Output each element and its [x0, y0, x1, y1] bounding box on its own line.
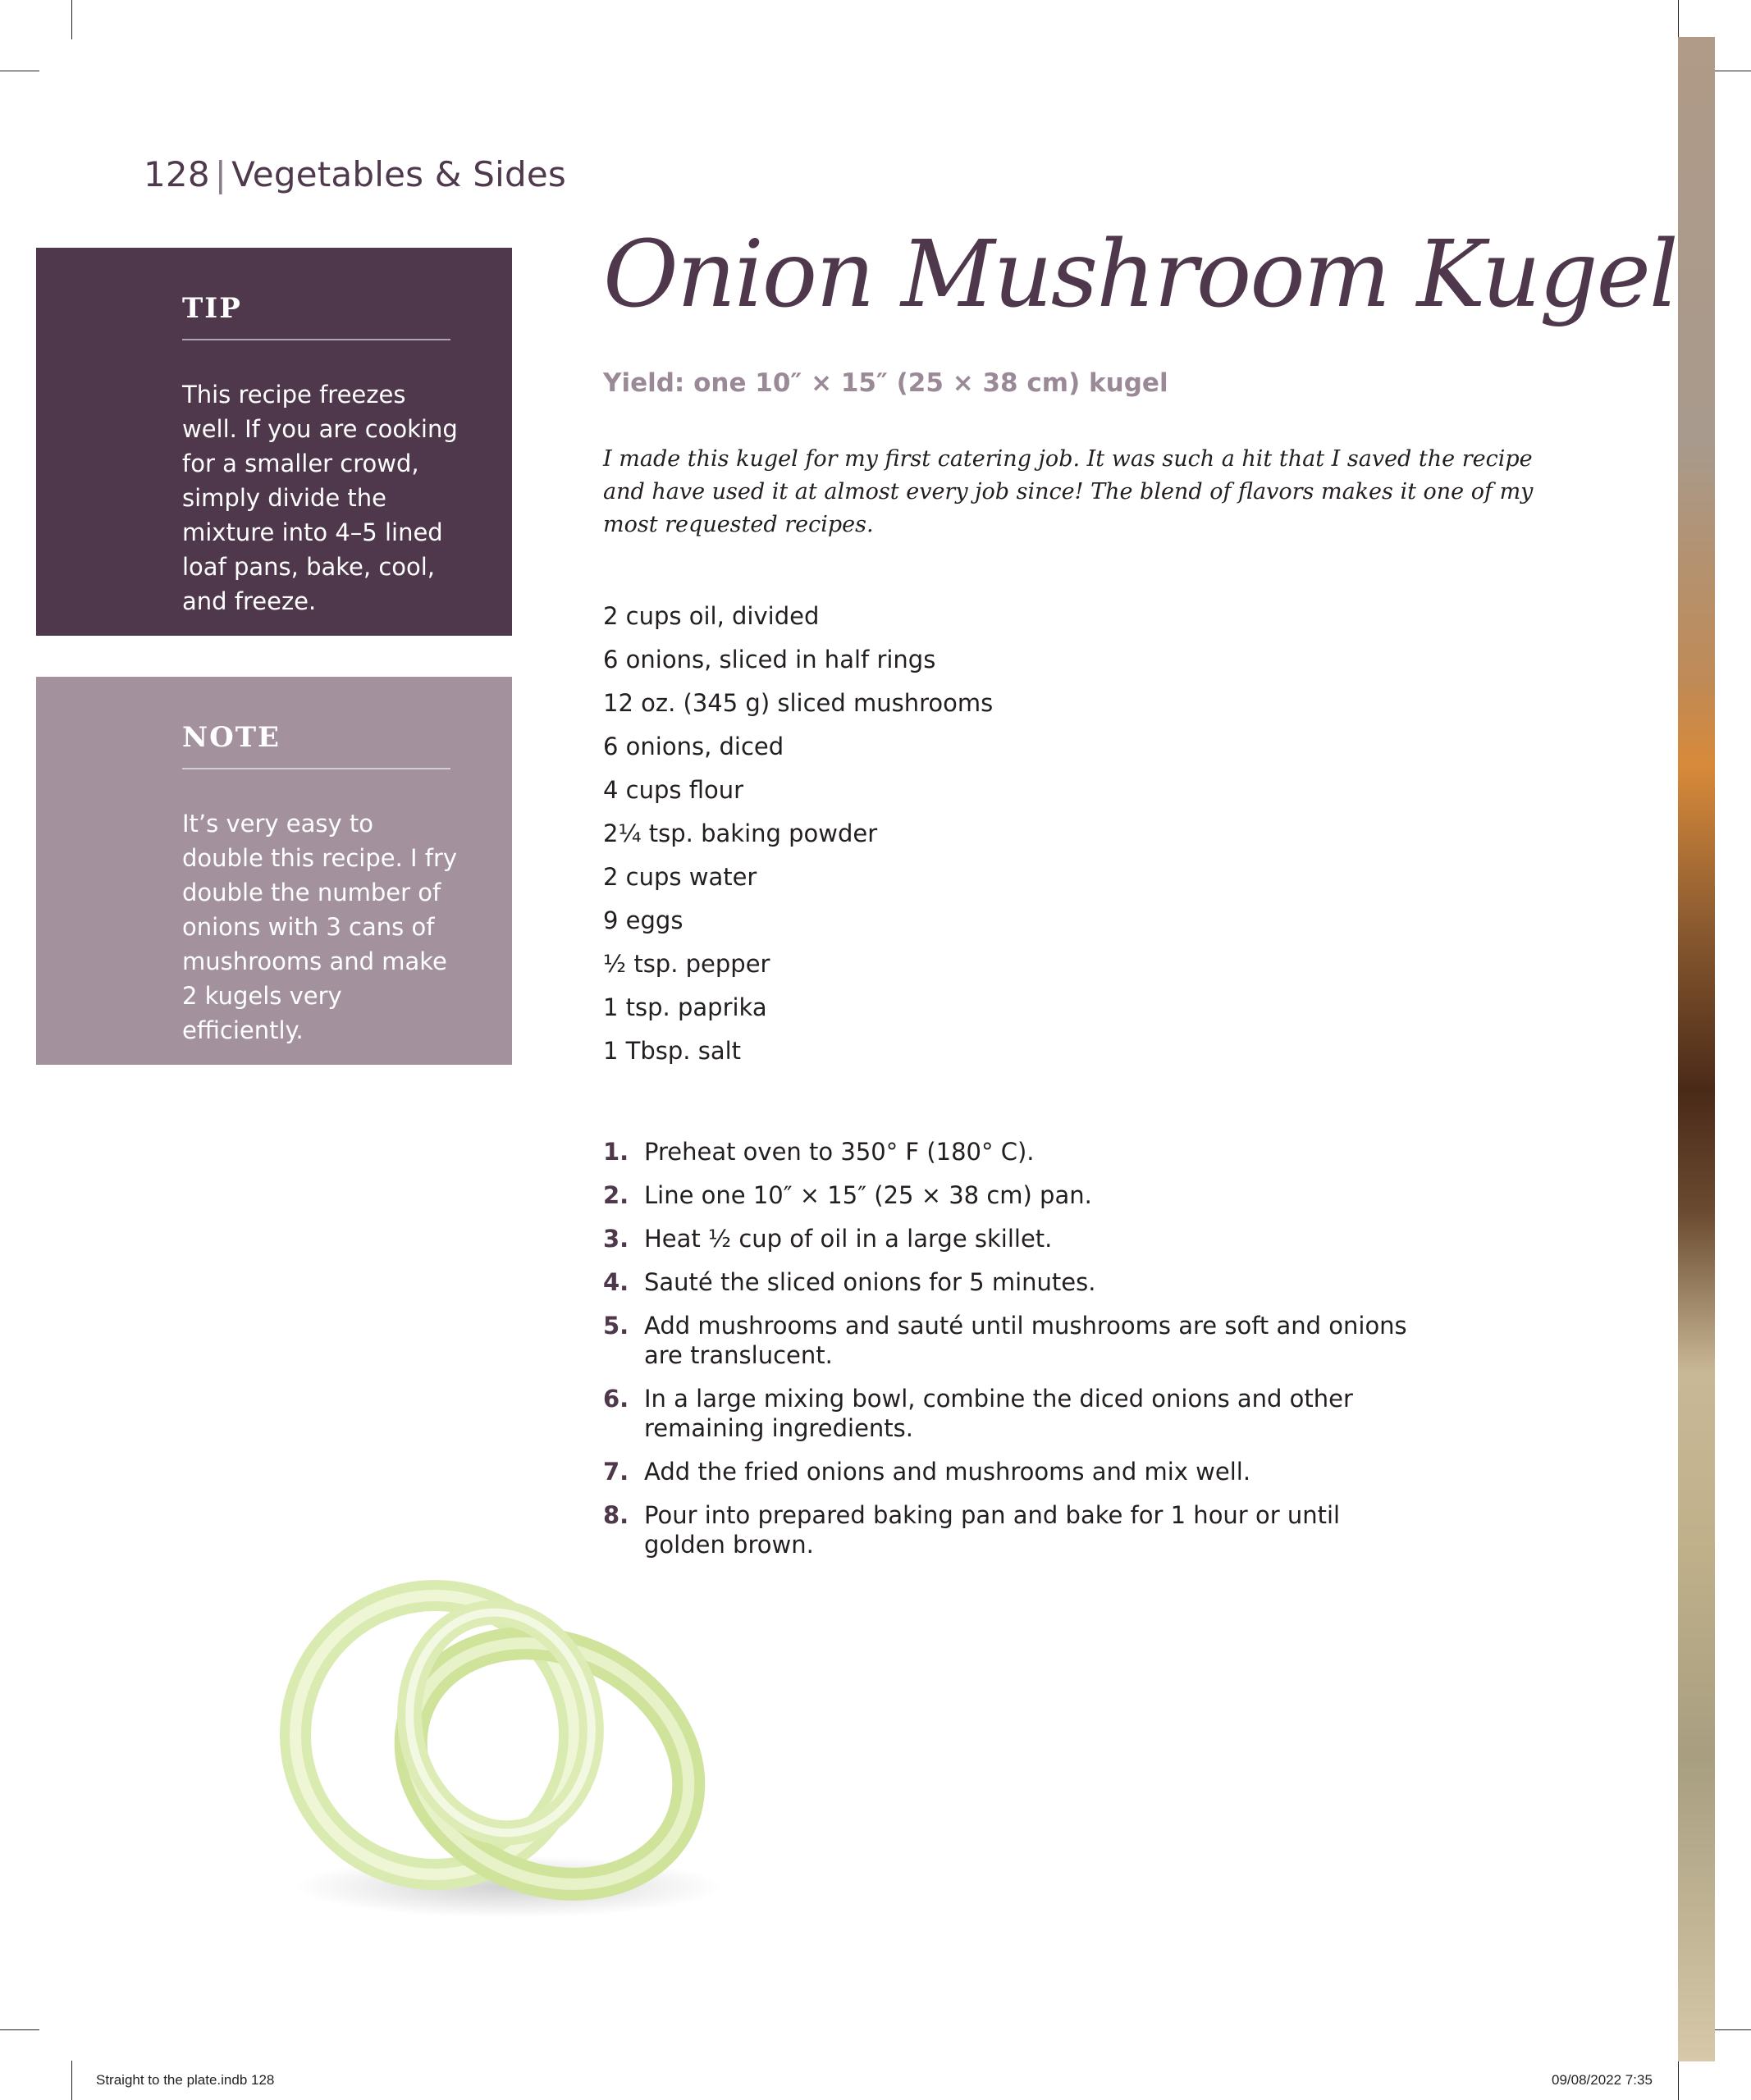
step-item: [603, 1224, 1424, 1253]
step-text: Add the fried onions and mushrooms and mix well.: [644, 1458, 1251, 1486]
tip-text: This recipe freezes well. If you are cooking for a smaller crowd, simply divide the mixture into 4–5 lined loaf pans, bake, cool, and freeze.: [182, 381, 458, 615]
step-number: 5.: [603, 1312, 629, 1340]
ingredient-item: 2 cups oil, divided: [603, 602, 820, 630]
step-text: Pour into prepared baking pan and bake for 1 hour or until golden brown.: [644, 1501, 1341, 1559]
step-text: Add mushrooms and sauté until mushrooms are soft and onions are translucent.: [644, 1312, 1407, 1369]
ingredient-list: [603, 600, 993, 1078]
step-item: [603, 1311, 1424, 1370]
step-number: 1.: [603, 1138, 629, 1166]
step-number: 2.: [603, 1181, 629, 1209]
note-heading: NOTE: [182, 721, 281, 754]
tip-box: [36, 248, 512, 636]
step-text: In a large mixing bowl, combine the diced onions and other remaining ingredients.: [644, 1385, 1353, 1442]
recipe-intro: I made this kugel for my first catering job. It was such a hit that I saved the recipe and have used it at almost every job since! The blend of flavors makes it one of my most requested recipes.: [603, 446, 1534, 537]
step-text: Heat ½ cup of oil in a large skillet.: [644, 1225, 1053, 1253]
ingredient-item: 1 tsp. paprika: [603, 993, 767, 1021]
crop-mark: [1678, 0, 1679, 39]
method-steps: [603, 1137, 1424, 1573]
footer-timestamp: 09/08/2022 7:35: [1552, 2072, 1653, 2088]
ingredient-item: 6 onions, diced: [603, 733, 784, 760]
footer-file-info: Straight to the plate.indb 128: [96, 2072, 275, 2088]
step-text: Preheat oven to 350° F (180° C).: [644, 1138, 1035, 1166]
step-number: 3.: [603, 1225, 629, 1253]
step-number: 6.: [603, 1385, 629, 1413]
step-item: [603, 1457, 1424, 1486]
step-number: 8.: [603, 1501, 629, 1529]
running-head: [144, 154, 566, 194]
note-text: It’s very easy to double this recipe. I fry double the number of onions with 3 cans of mushrooms and make 2 kugels very efficiently.: [182, 810, 458, 1044]
tip-divider: [182, 339, 450, 340]
ingredient-item: 9 eggs: [603, 906, 683, 934]
step-item: [603, 1137, 1424, 1166]
ingredient-item: 6 onions, sliced in half rings: [603, 646, 936, 673]
ingredient-item: 1 Tbsp. salt: [603, 1037, 742, 1065]
crop-mark: [0, 2029, 39, 2030]
ingredient-item: 2¼ tsp. baking powder: [603, 819, 878, 847]
section-title: Vegetables & Sides: [231, 154, 566, 194]
recipe-title: Onion Mushroom Kugel: [603, 221, 1677, 328]
ingredient-item: 12 oz. (345 g) sliced mushrooms: [603, 689, 994, 717]
crop-mark: [71, 0, 72, 39]
running-head-separator: |: [214, 154, 227, 194]
recipe-yield: Yield: one 10″ × 15″ (25 × 38 cm) kugel: [603, 368, 1168, 398]
step-item: [603, 1180, 1424, 1210]
ingredient-item: 4 cups flour: [603, 776, 744, 804]
step-item: [603, 1267, 1424, 1297]
step-number: 7.: [603, 1458, 629, 1486]
note-divider: [182, 768, 450, 769]
step-text: Sauté the sliced onions for 5 minutes.: [644, 1268, 1096, 1296]
tip-heading: TIP: [182, 292, 242, 325]
crop-mark: [71, 2061, 72, 2100]
step-item: [603, 1384, 1424, 1443]
crop-mark: [1715, 2029, 1751, 2030]
bleed-photo-strip: [1678, 37, 1715, 2061]
ingredient-item: ½ tsp. pepper: [603, 950, 770, 978]
crop-mark: [1678, 2061, 1679, 2100]
step-text: Line one 10″ × 15″ (25 × 38 cm) pan.: [644, 1181, 1092, 1209]
ingredient-item: 2 cups water: [603, 863, 757, 891]
onion-rings-image: [279, 1559, 738, 1920]
step-number: 4.: [603, 1268, 629, 1296]
note-box: [36, 677, 512, 1065]
page-number: 128: [144, 154, 210, 194]
step-item: [603, 1500, 1424, 1559]
